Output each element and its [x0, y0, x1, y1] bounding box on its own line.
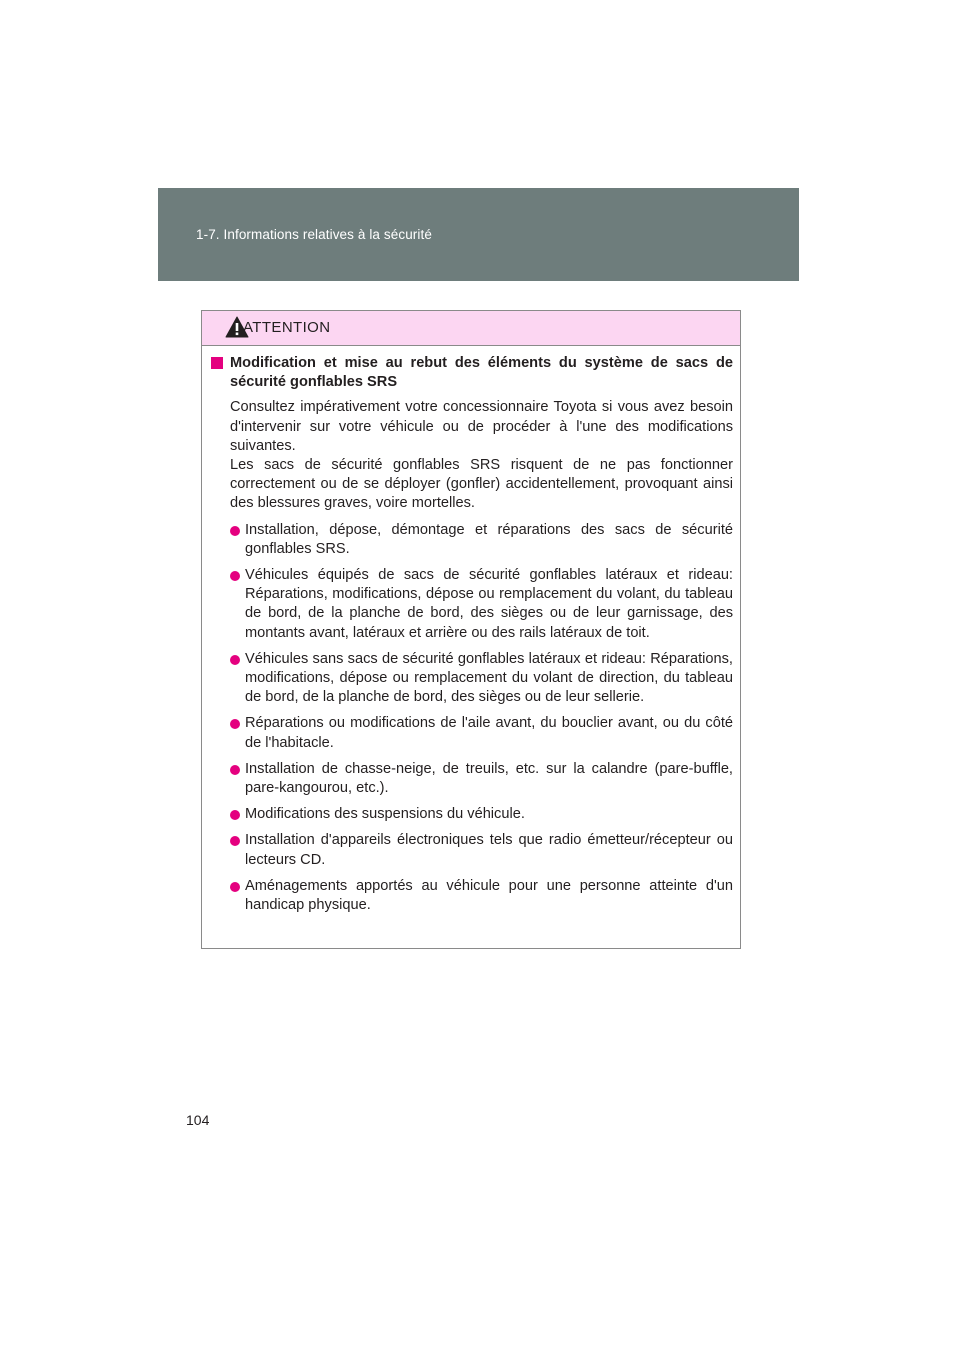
round-bullet-icon	[230, 836, 240, 846]
round-bullet-icon	[230, 882, 240, 892]
section-heading-text: Modification et mise au rebut des éléments du système de sacs de sécurité gonflables SRS	[230, 355, 733, 391]
warning-header	[202, 311, 740, 346]
warning-body	[202, 346, 740, 915]
section-heading	[211, 354, 733, 392]
list-item-text: Véhicules sans sacs de sécurité gonflables latéraux et rideau: Réparations, modifications, dépose ou remplacement du volant de direction, du tableau de bord, de la planche de bord, des sièges ou de leur sellerie.	[245, 650, 733, 706]
list-item-text: Installation de chasse-neige, de treuils, etc. sur la calandre (pare-buffle, pare-kangourou, etc.).	[245, 760, 733, 797]
list-item	[211, 805, 733, 824]
list-item-text: Modifications des suspensions du véhicule.	[245, 806, 525, 823]
warning-box	[201, 310, 741, 949]
list-item	[211, 521, 733, 559]
list-item-text: Réparations ou modifications de l'aile avant, du bouclier avant, ou du côté de l'habitacle.	[245, 715, 733, 751]
chapter-header-band	[158, 188, 799, 281]
list-item-text: Installation, dépose, démontage et réparations des sacs de sécurité gonflables SRS.	[245, 521, 733, 557]
chapter-section-title: 1-7. Informations relatives à la sécurité	[196, 227, 432, 242]
list-item-text: Aménagements apportés au véhicule pour une personne atteinte d'un handicap physique.	[245, 877, 733, 914]
list-item	[211, 714, 733, 752]
warning-title: ATTENTION	[243, 319, 331, 336]
intro-paragraph-2: Les sacs de sécurité gonflables SRS risquent de ne pas fonctionner correctement ou de se déployer (gonfler) accidentellement, provoquant ainsi des blessures graves, voire mortelles.	[230, 457, 733, 512]
round-bullet-icon	[230, 655, 240, 665]
round-bullet-icon	[230, 571, 240, 581]
page-number: 104	[186, 1112, 210, 1128]
round-bullet-icon	[230, 765, 240, 775]
round-bullet-icon	[230, 810, 240, 820]
square-bullet-icon	[211, 357, 223, 369]
round-bullet-icon	[230, 526, 240, 536]
list-item	[211, 877, 733, 915]
intro-paragraph-1: Consultez impérativement votre concessionnaire Toyota si vous avez besoin d'intervenir sur votre véhicule ou de procéder à l'une des modifications suivantes.	[230, 399, 733, 454]
list-item-text: Installation d'appareils électroniques tels que radio émetteur/récepteur ou lecteurs CD.	[245, 832, 733, 868]
list-item	[211, 566, 733, 643]
list-item	[211, 760, 733, 798]
list-item-text: Véhicules équipés de sacs de sécurité gonflables latéraux et rideau: Réparations, modifications, dépose ou remplacement du volant, du tableau de bord, de la planche de bord, des sièges ou de leur garnissage, des montants avant, latéraux et arrière ou des rails latéraux de toit.	[245, 567, 733, 641]
list-item	[211, 650, 733, 708]
round-bullet-icon	[230, 719, 240, 729]
list-item	[211, 831, 733, 869]
